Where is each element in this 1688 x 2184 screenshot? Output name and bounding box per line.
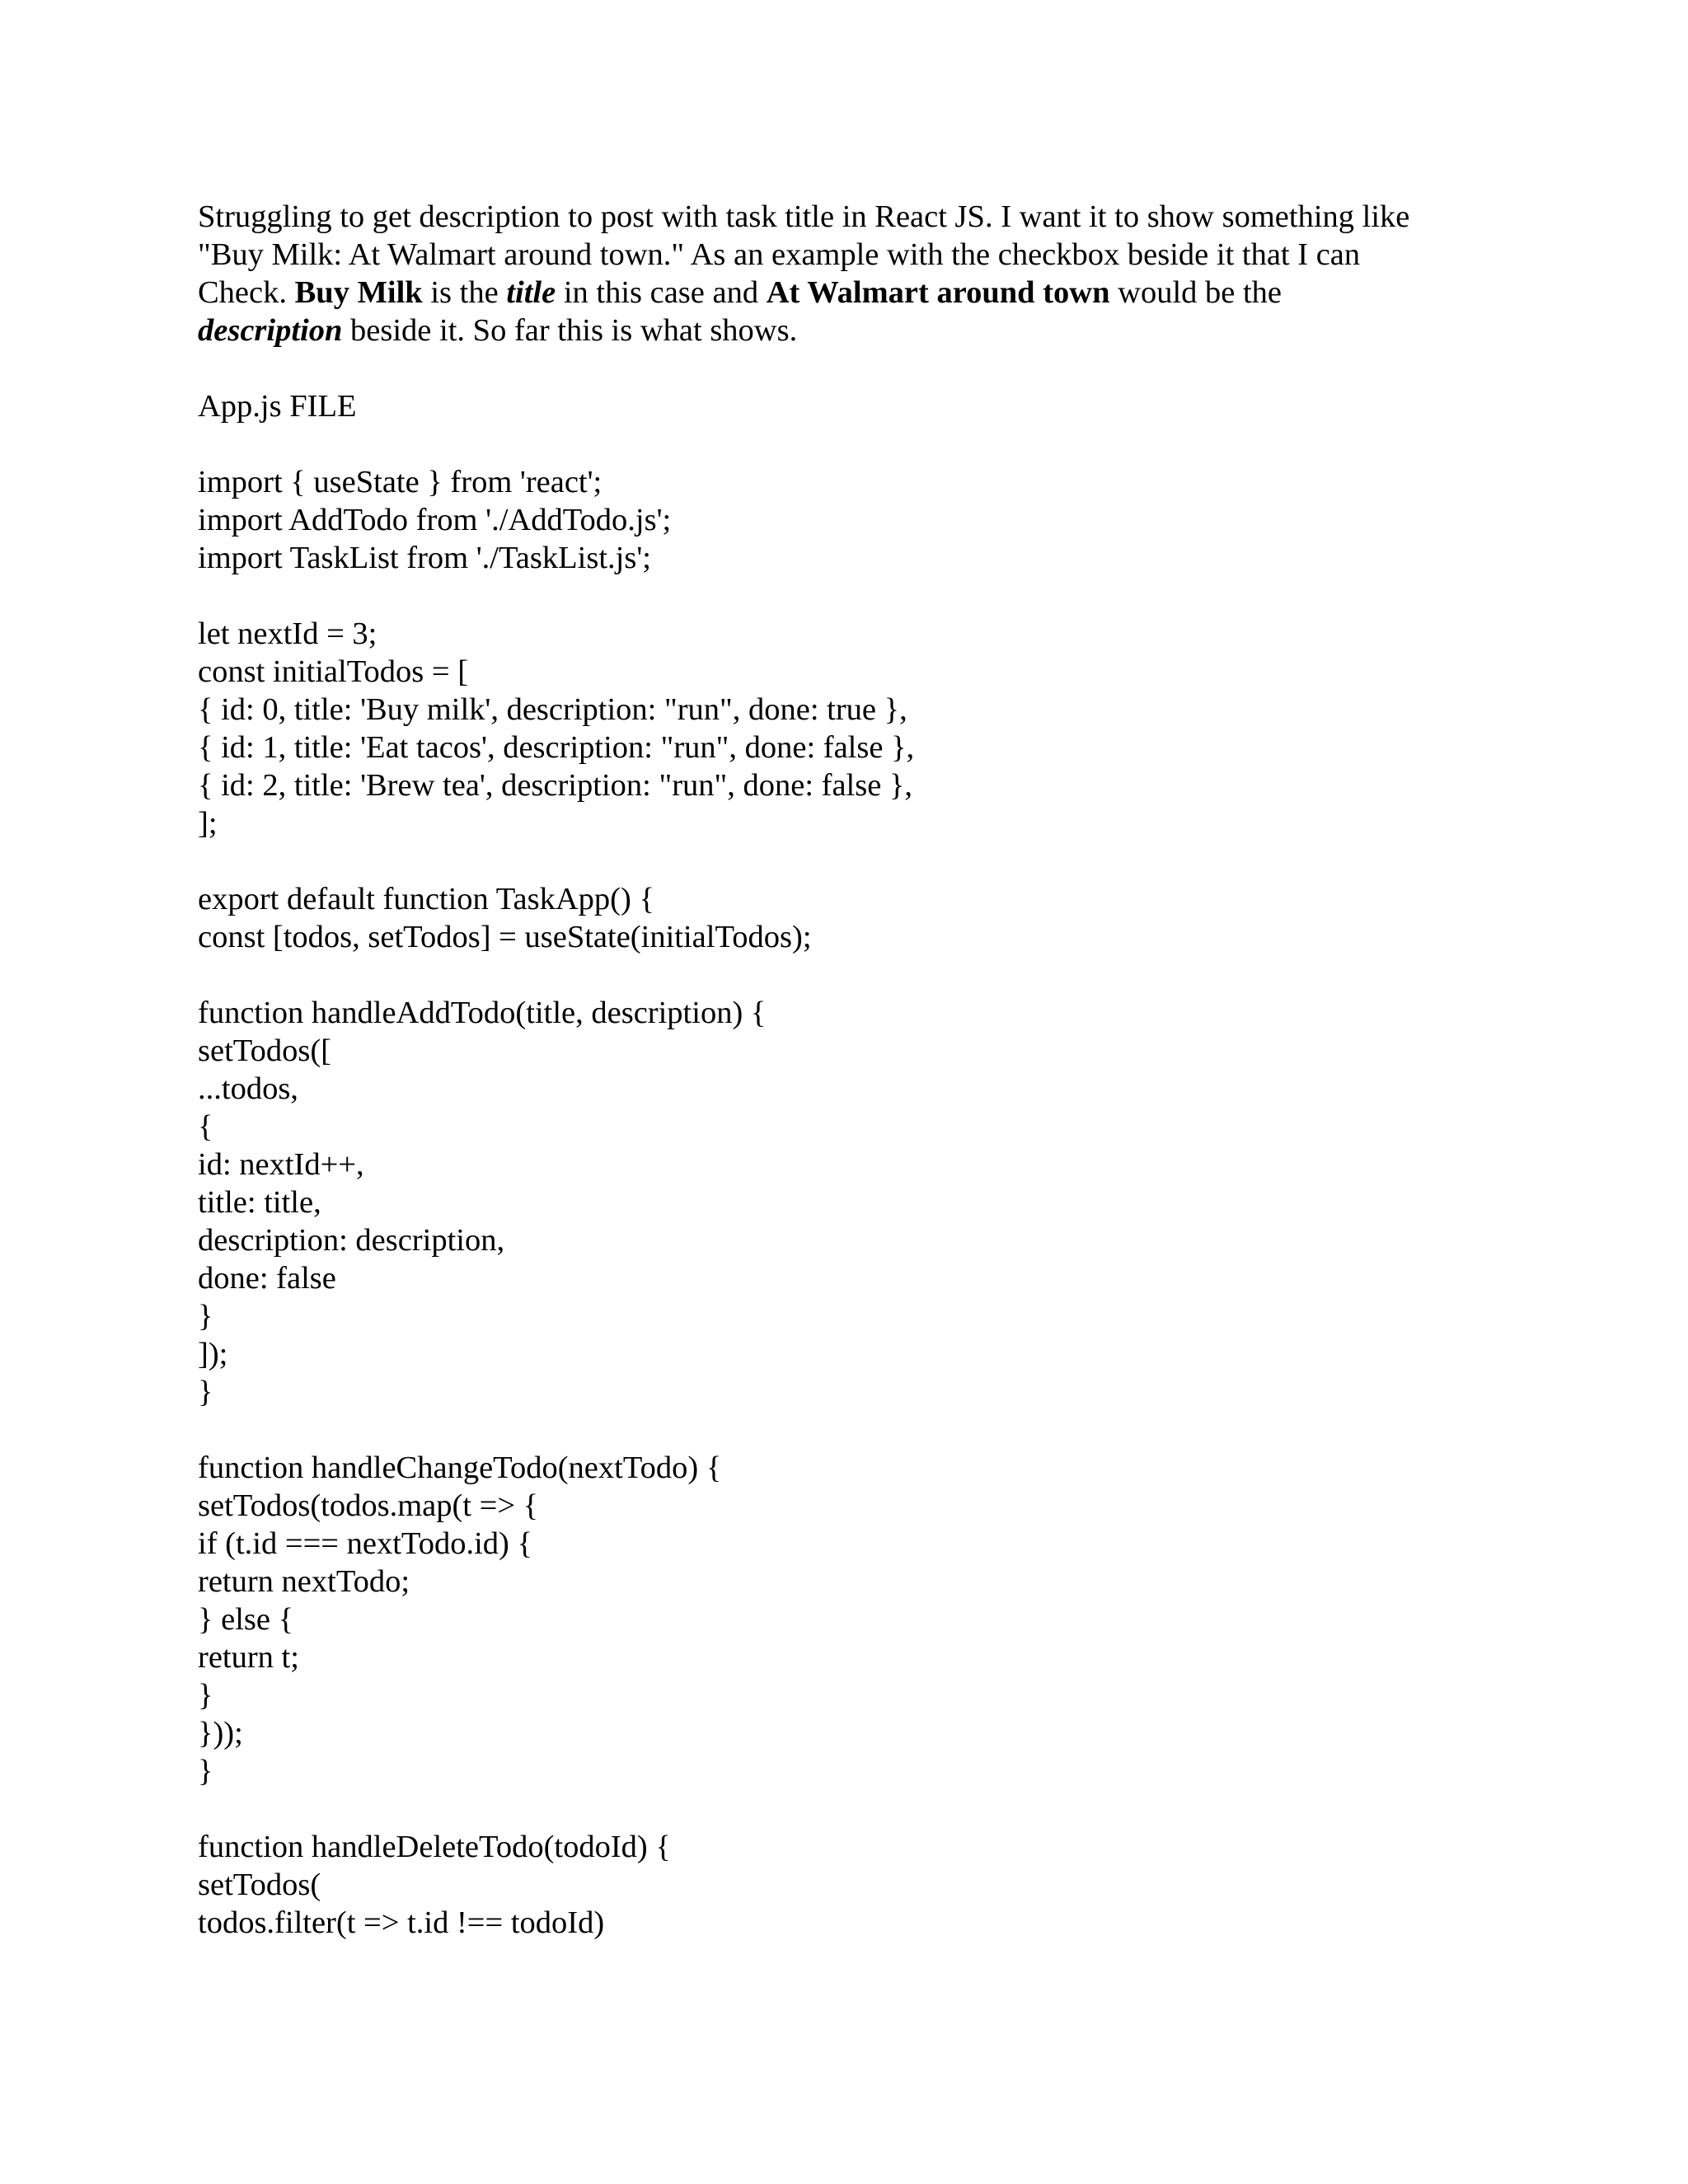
code-line: function handleAddTodo(title, description) { [198,996,767,1030]
code-line: { [198,1109,213,1144]
code-line: } [198,1678,213,1713]
code-line [198,577,1550,615]
code-line [198,1790,1550,1828]
intro-line-3-pre: Check. [198,275,295,310]
code-line: ...todos, [198,1071,298,1106]
code-line: setTodos(todos.map(t => { [198,1488,539,1523]
intro-line-3-post: would be the [1109,275,1282,310]
code-line: setTodos( [198,1868,321,1902]
code-line [198,842,1550,880]
code-line: function handleDeleteTodo(todoId) { [198,1830,671,1864]
italic-description-word: description [198,313,343,348]
code-line: todos.filter(t => t.id !== todoId) [198,1905,605,1940]
code-line: setTodos([ [198,1033,331,1068]
intro-line-3 [198,274,1550,312]
italic-title-word: title [506,275,556,310]
code-line: { id: 0, title: 'Buy milk', description: "run", done: true }, [198,692,907,727]
code-line: let nextId = 3; [198,616,377,651]
code-line: import { useState } from 'react'; [198,465,603,499]
code-line: ]; [198,806,218,841]
file-label: App.js FILE [198,389,357,424]
code-line: const [todos, setTodos] = useState(initialTodos); [198,920,812,954]
intro-line-3-mid1: is the [422,275,507,310]
code-line: export default function TaskApp() { [198,882,654,916]
code-block [198,463,1550,1942]
code-line: return nextTodo; [198,1564,410,1599]
code-line: if (t.id === nextTodo.id) { [198,1526,532,1561]
code-line: const initialTodos = [ [198,654,469,689]
code-line: import AddTodo from './AddTodo.js'; [198,503,672,537]
code-line [198,1411,1550,1449]
code-line: id: nextId++, [198,1147,364,1182]
code-line: } [198,1754,213,1788]
intro-line-4 [198,312,1550,349]
code-line [198,956,1550,994]
code-line: ]); [198,1337,228,1371]
intro-line-3-mid2: in this case and [556,275,767,310]
intro-line-4-post: beside it. So far this is what shows. [342,313,798,348]
bold-title-example: Buy Milk [294,275,423,310]
code-line: description: description, [198,1223,505,1258]
code-line: function handleChangeTodo(nextTodo) { [198,1451,722,1485]
intro-paragraph [198,198,1550,349]
code-line: title: title, [198,1185,321,1220]
code-line: import TaskList from './TaskList.js'; [198,541,651,575]
code-line: } [198,1375,213,1409]
intro-line-1: Struggling to get description to post with task title in React JS. I want it to show something like [198,199,1410,234]
code-line: } else { [198,1602,294,1637]
code-line: { id: 2, title: 'Brew tea', description: "run", done: false }, [198,768,913,803]
bold-description-example: At Walmart around town [766,275,1110,310]
code-line: { id: 1, title: 'Eat tacos', description: "run", done: false }, [198,730,915,765]
code-line: })); [198,1716,243,1750]
code-line: } [198,1299,213,1333]
code-line: return t; [198,1640,299,1675]
intro-line-2: "Buy Milk: At Walmart around town." As an example with the checkbox beside it that I can [198,237,1361,272]
code-line: done: false [198,1261,336,1296]
